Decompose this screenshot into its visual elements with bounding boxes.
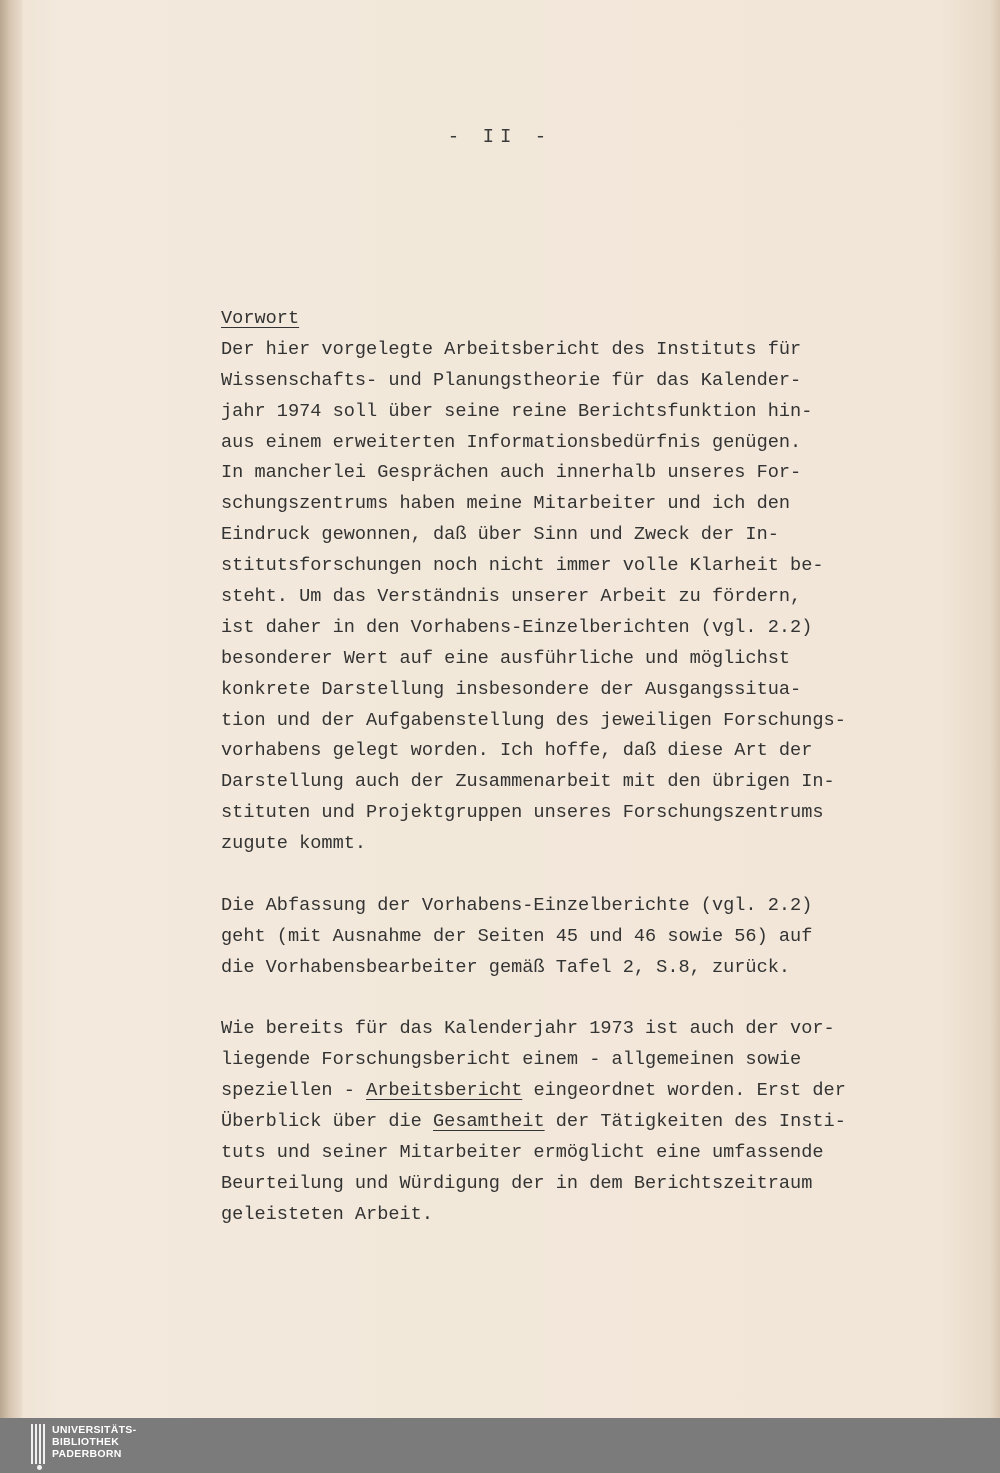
logo-dot-icon bbox=[37, 1465, 42, 1470]
paragraph-line: besonderer Wert auf eine ausführliche und möglichst bbox=[221, 647, 791, 669]
paragraph-line: Wie bereits für das Kalenderjahr 1973 ist auch der vor- bbox=[221, 1018, 835, 1040]
paragraph-line: geht (mit Ausnahme der Seiten 45 und 46 sowie 56) auf bbox=[221, 925, 813, 947]
paragraph-line: tion und der Aufgabenstellung des jeweiligen Forschungs- bbox=[221, 709, 846, 731]
paragraph-line: Beurteilung und Würdigung der in dem Berichtszeitraum bbox=[221, 1172, 813, 1194]
text-run: eingeordnet worden. Erst der bbox=[522, 1080, 846, 1102]
paragraph-line: stituten und Projektgruppen unseres Forschungszentrums bbox=[221, 802, 824, 824]
text-run: Überblick über die bbox=[221, 1111, 434, 1133]
logo-line: UNIVERSITÄTS- bbox=[52, 1424, 137, 1436]
paragraph-line: Der hier vorgelegte Arbeitsbericht des Instituts für bbox=[221, 338, 802, 360]
paragraph-line: Eindruck gewonnen, daß über Sinn und Zweck der In- bbox=[221, 524, 779, 546]
document-body bbox=[221, 304, 941, 1231]
text-run: speziellen - bbox=[221, 1080, 367, 1102]
page-number: - II - bbox=[447, 126, 553, 148]
paragraph-line: liegende Forschungsbericht einem - allgemeinen sowie bbox=[221, 1049, 802, 1071]
paragraph-line: stitutsforschungen noch nicht immer volle Klarheit be- bbox=[221, 555, 824, 577]
logo-line: PADERBORN bbox=[52, 1448, 122, 1460]
section-heading: Vorwort bbox=[221, 308, 300, 329]
paragraph-spacer bbox=[221, 984, 941, 1015]
underlined-term-arbeitsbericht: Arbeitsbericht bbox=[366, 1080, 523, 1102]
paragraph-line: geleisteten Arbeit. bbox=[221, 1203, 434, 1225]
paragraph-line: konkrete Darstellung insbesondere der Ausgangssitua- bbox=[221, 678, 802, 700]
paragraph-line: aus einem erweiterten Informationsbedürfnis genügen. bbox=[221, 431, 802, 453]
paragraph-line: zugute kommt. bbox=[221, 833, 367, 855]
paragraph-line bbox=[221, 1076, 941, 1107]
library-logo-text bbox=[52, 1424, 136, 1460]
paragraph-line: schungszentrums haben meine Mitarbeiter und ich den bbox=[221, 493, 791, 515]
paragraph-line: jahr 1974 soll über seine reine Berichtsfunktion hin- bbox=[221, 400, 813, 422]
library-logo-icon bbox=[31, 1424, 45, 1464]
paragraph-spacer bbox=[221, 860, 941, 891]
logo-line: BIBLIOTHEK bbox=[52, 1436, 120, 1448]
paragraph-line: In mancherlei Gesprächen auch innerhalb unseres For- bbox=[221, 462, 802, 484]
underlined-term-gesamtheit: Gesamtheit bbox=[433, 1111, 545, 1133]
paragraph-line: Wissenschafts- und Planungstheorie für das Kalender- bbox=[221, 369, 802, 391]
paragraph-line: ist daher in den Vorhabens-Einzelberichten (vgl. 2.2) bbox=[221, 616, 813, 638]
paragraph-line: steht. Um das Verständnis unserer Arbeit zu fördern, bbox=[221, 586, 802, 608]
library-footer bbox=[0, 1418, 1000, 1473]
paragraph-line bbox=[221, 1107, 941, 1138]
paragraph-line: Die Abfassung der Vorhabens-Einzelberichte (vgl. 2.2) bbox=[221, 894, 813, 916]
paragraph-line: Darstellung auch der Zusammenarbeit mit den übrigen In- bbox=[221, 771, 835, 793]
paragraph-line: vorhabens gelegt worden. Ich hoffe, daß diese Art der bbox=[221, 740, 813, 762]
paragraph-line: tuts und seiner Mitarbeiter ermöglicht eine umfassende bbox=[221, 1142, 824, 1164]
paragraph-line: die Vorhabensbearbeiter gemäß Tafel 2, S.8, zurück. bbox=[221, 956, 791, 978]
text-run: der Tätigkeiten des Insti- bbox=[544, 1111, 846, 1133]
page-binding-shadow bbox=[0, 0, 22, 1418]
heading-line bbox=[221, 304, 941, 335]
